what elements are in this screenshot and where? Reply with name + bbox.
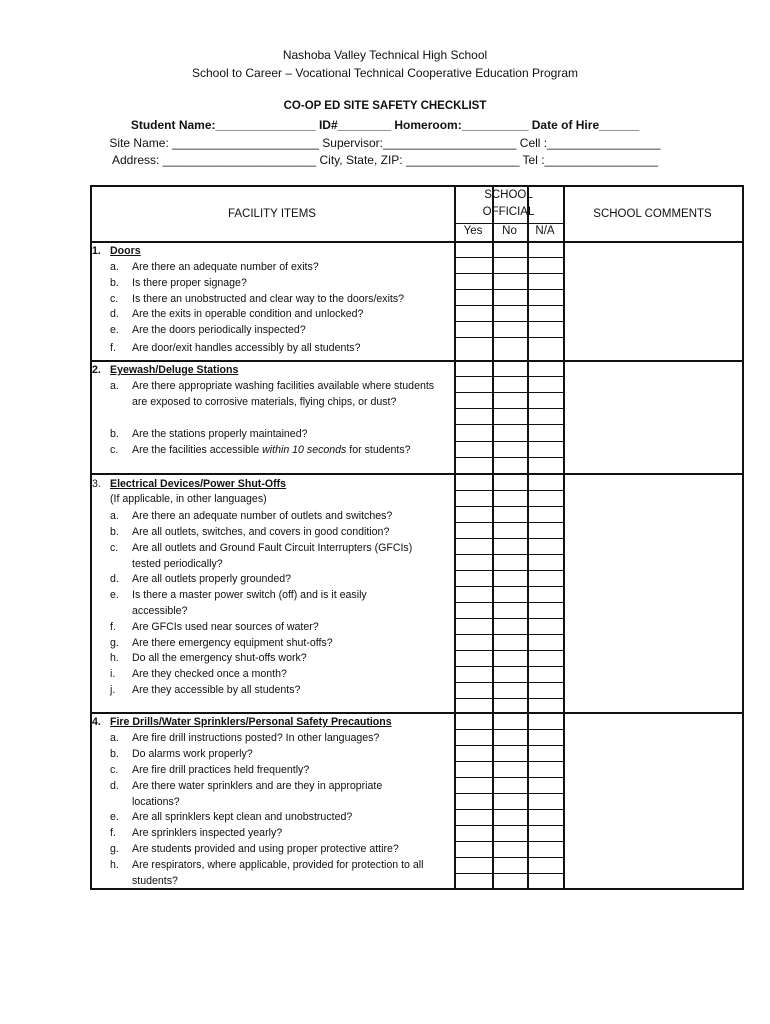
checkbox-row-line — [455, 554, 564, 555]
school-comments-header: SCHOOL COMMENTS — [593, 208, 712, 220]
school-name: Nashoba Valley Technical High School — [282, 48, 488, 62]
checkbox-row-line — [455, 793, 564, 794]
checkbox-row-line — [455, 490, 564, 491]
item-letter: f. — [110, 827, 116, 839]
item-text: Are there water sprinklers and are they in appropriate locations? — [132, 780, 383, 808]
item-text: Do alarms work properly? — [132, 748, 253, 760]
item-text: Are fire drill practices held frequently? — [132, 764, 310, 776]
item-letter: d. — [110, 573, 119, 585]
checkbox-row-line — [455, 321, 564, 322]
item-text: Are students provided and using proper protective attire? — [132, 843, 399, 855]
item-letter: g. — [110, 843, 119, 855]
checkbox-row-line — [455, 602, 564, 603]
item-letter: a. — [110, 510, 119, 522]
item-text: Are there an adequate number of outlets and switches? — [132, 510, 393, 522]
checkbox-row-line — [455, 857, 564, 858]
item-letter: i. — [110, 668, 116, 680]
checkbox-row-line — [455, 273, 564, 274]
item-letter: c. — [110, 293, 119, 305]
checkbox-row-line — [455, 441, 564, 442]
checkbox-row-line — [455, 729, 564, 730]
section-3-number: 3. — [92, 478, 101, 490]
item-text: Are sprinklers inspected yearly? — [132, 827, 283, 839]
checkbox-row-line — [455, 666, 564, 667]
item-letter: c. — [110, 542, 119, 554]
school-official-header-2: OFFICIAL — [482, 206, 535, 218]
item-letter: g. — [110, 637, 119, 649]
item-letter: f. — [110, 621, 116, 633]
checkbox-row-line — [455, 873, 564, 874]
item-text-post: for students? — [346, 444, 411, 456]
item-letter: e. — [110, 324, 119, 336]
checkbox-row-line — [455, 809, 564, 810]
checkbox-row-line — [455, 376, 564, 377]
item-text-emphasis: within 10 seconds — [262, 444, 347, 456]
checkbox-row-line — [455, 841, 564, 842]
item-text: Are they accessible by all students? — [132, 684, 301, 696]
item-text: Are all outlets properly grounded? — [132, 573, 292, 585]
checkbox-row-line — [455, 305, 564, 306]
item-text: Are they checked once a month? — [132, 668, 287, 680]
checkbox-row-line — [455, 761, 564, 762]
item-letter: d. — [110, 780, 119, 792]
item-text-pre: Are the facilities accessible — [132, 444, 263, 456]
safety-checklist-table — [90, 185, 744, 890]
facility-items-header: FACILITY ITEMS — [228, 208, 316, 220]
section-1-title: Doors — [110, 245, 141, 257]
checkbox-row-line — [455, 650, 564, 651]
item-text: Is there a master power switch (off) and is it easily accessible? — [132, 589, 367, 617]
item-letter: a. — [110, 261, 119, 273]
item-text: Are there appropriate washing facilities available where students are exposed to corrosive materials, flying chips, or dust? — [132, 380, 435, 408]
checkbox-row-line — [455, 257, 564, 258]
item-text: Are respirators, where applicable, provided for protection to all students? — [132, 859, 424, 887]
item-text: Are the exits in operable condition and unlocked? — [132, 308, 364, 320]
school-official-header-1: SCHOOL — [484, 189, 533, 201]
item-text: Is there proper signage? — [132, 277, 247, 289]
item-text: Are there emergency equipment shut-offs? — [132, 637, 333, 649]
item-letter: h. — [110, 859, 119, 871]
checkbox-row-line — [455, 457, 564, 458]
item-letter: b. — [110, 526, 119, 538]
checkbox-row-line — [455, 698, 564, 699]
checkbox-row-line — [455, 825, 564, 826]
item-text: Are all sprinklers kept clean and unobstructed? — [132, 811, 353, 823]
program-name: School to Career – Vocational Technical Cooperative Education Program — [191, 66, 578, 80]
section-2-title: Eyewash/Deluge Stations — [110, 364, 239, 376]
checkbox-row-line — [455, 682, 564, 683]
section-4-title: Fire Drills/Water Sprinklers/Personal Safety Precautions — [110, 716, 392, 728]
checkbox-row-line — [455, 745, 564, 746]
section-2-number: 2. — [92, 364, 101, 376]
checkbox-row-line — [455, 337, 564, 338]
item-text: Are the doors periodically inspected? — [132, 324, 306, 336]
item-letter: b. — [110, 277, 119, 289]
item-text: Are all outlets and Ground Fault Circuit Interrupters (GFCIs) tested periodically? — [132, 542, 413, 570]
yes-column-header: Yes — [463, 225, 483, 237]
student-info-line: Student Name:_______________ ID#________ Homeroom:__________ Date of Hire______ — [130, 118, 640, 132]
item-text: Do all the emergency shut-offs work? — [132, 652, 307, 664]
item-letter: e. — [110, 589, 119, 601]
item-text: Are GFCIs used near sources of water? — [132, 621, 319, 633]
checkbox-row-line — [455, 392, 564, 393]
item-letter: c. — [110, 444, 119, 456]
checkbox-row-line — [455, 538, 564, 539]
na-column-header: N/A — [535, 225, 555, 237]
checkbox-row-line — [455, 586, 564, 587]
address-info-line: Address: _______________________ City, State, ZIP: _________________ Tel :_________________ — [111, 153, 659, 167]
checkbox-row-line — [455, 522, 564, 523]
no-column-header: No — [502, 225, 517, 237]
item-letter: h. — [110, 652, 119, 664]
item-letter: b. — [110, 428, 119, 440]
checkbox-row-line — [455, 634, 564, 635]
page-title: CO-OP ED SITE SAFETY CHECKLIST — [283, 100, 487, 112]
item-letter: e. — [110, 811, 119, 823]
checkbox-row-line — [455, 570, 564, 571]
site-info-line: Site Name: ______________________ Supervisor:____________________ Cell :_________________ — [109, 136, 661, 150]
item-text: Are door/exit handles accessibly by all students? — [132, 342, 361, 354]
item-text: Are all outlets, switches, and covers in good condition? — [132, 526, 390, 538]
checkbox-row-line — [455, 424, 564, 425]
section-3-title: Electrical Devices/Power Shut-Offs — [110, 478, 287, 490]
section-1-number: 1. — [92, 245, 101, 257]
item-letter: j. — [110, 684, 116, 696]
item-letter: a. — [110, 380, 119, 392]
item-letter: b. — [110, 748, 119, 760]
item-text: Is there an unobstructed and clear way to the doors/exits? — [132, 293, 405, 305]
item-letter: a. — [110, 732, 119, 744]
checkbox-row-line — [455, 618, 564, 619]
item-text: Are the stations properly maintained? — [132, 428, 308, 440]
checkbox-row-line — [455, 506, 564, 507]
item-letter: f. — [110, 342, 116, 354]
section-4-number: 4. — [92, 716, 101, 728]
list-item — [110, 379, 450, 427]
item-text: Are fire drill instructions posted? In other languages? — [132, 732, 380, 744]
item-text: Are there an adequate number of exits? — [132, 261, 319, 273]
section-3-note: (If applicable, in other languages) — [110, 493, 267, 505]
checkbox-row-line — [455, 408, 564, 409]
item-letter: c. — [110, 764, 119, 776]
item-letter: d. — [110, 308, 119, 320]
checkbox-row-line — [455, 289, 564, 290]
item-text — [132, 443, 452, 459]
checkbox-row-line — [455, 777, 564, 778]
